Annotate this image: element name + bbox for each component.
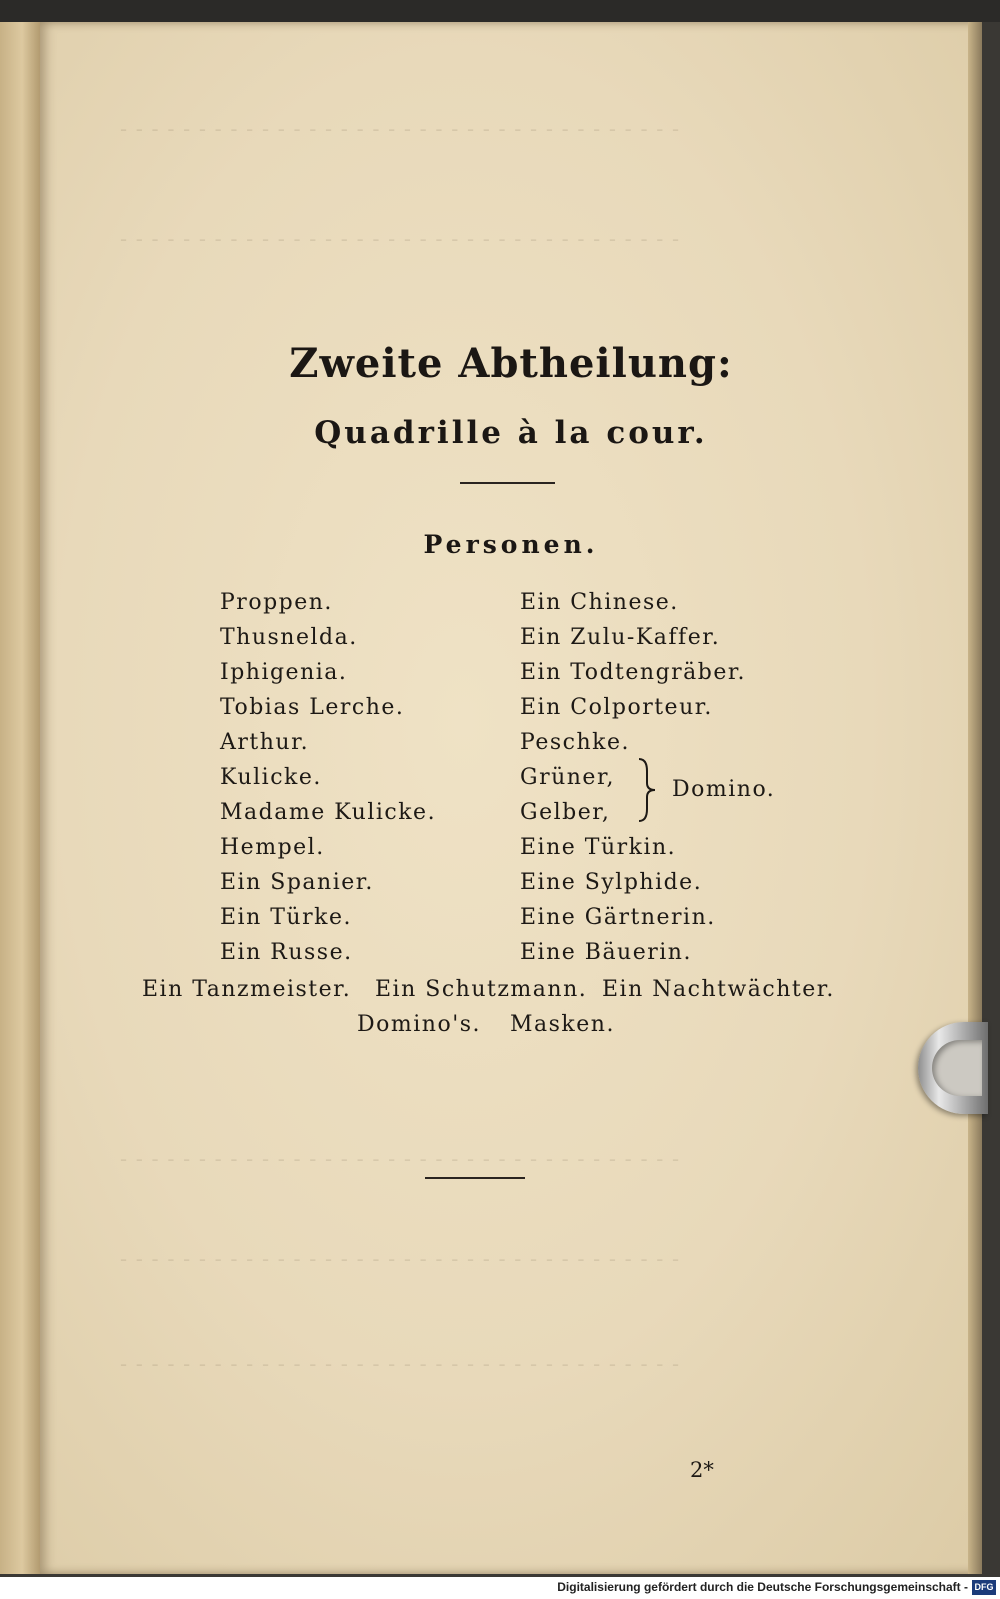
role-item: Grüner, (520, 765, 616, 790)
footer-bar (0, 1577, 1000, 1599)
divider-rule (425, 1177, 525, 1179)
document-page (40, 22, 982, 1574)
role-item: Thusnelda. (220, 625, 358, 650)
footer-credit: Digitalisierung gefördert durch die Deutsche Forschungsgemeinschaft - (557, 1580, 968, 1594)
role-item: Ein Nachtwächter. (602, 977, 835, 1002)
bleed-through-text: - - - - - - - - - - - - - - - - - - - - - - - - - - - - - - - - - - - - (120, 1147, 681, 1171)
role-item: Domino's. (357, 1012, 482, 1037)
bleed-through-text: - - - - - - - - - - - - - - - - - - - - - - - - - - - - - - - - - - - - (120, 1247, 681, 1271)
page-title: Zweite Abtheilung: (289, 340, 733, 387)
role-item: Ein Russe. (220, 940, 353, 965)
role-item: Peschke. (520, 730, 630, 755)
left-page-edge (0, 22, 40, 1574)
role-item: Hempel. (220, 835, 325, 860)
role-item: Proppen. (220, 590, 333, 615)
section-heading: Personen. (423, 530, 599, 559)
role-item: Ein Spanier. (220, 870, 374, 895)
page-subtitle: Quadrille à la cour. (314, 415, 708, 451)
brace-label: Domino. (672, 777, 776, 802)
role-item: Gelber, (520, 800, 611, 825)
role-item: Ein Zulu-Kaffer. (520, 625, 721, 650)
role-item: Masken. (510, 1012, 615, 1037)
role-item: Ein Todtengräber. (520, 660, 746, 685)
bleed-through-text: - - - - - - - - - - - - - - - - - - - - - - - - - - - - - - - - - - - - (120, 1352, 681, 1376)
role-item: Ein Türke. (220, 905, 352, 930)
paper-clip-inner (932, 1040, 982, 1096)
role-item: Eine Gärtnerin. (520, 905, 716, 930)
brace-icon (633, 757, 663, 823)
page-number: 2* (690, 1458, 714, 1482)
divider-rule (460, 482, 555, 484)
role-item: Madame Kulicke. (220, 800, 437, 825)
role-item: Kulicke. (220, 765, 322, 790)
role-item: Tobias Lerche. (220, 695, 405, 720)
bleed-through-text: - - - - - - - - - - - - - - - - - - - - - - - - - - - - - - - - - - - - (120, 227, 681, 251)
role-item: Eine Türkin. (520, 835, 677, 860)
dfg-logo-icon: DFG (972, 1580, 996, 1595)
bleed-through-text: - - - - - - - - - - - - - - - - - - - - - - - - - - - - - - - - - - - - (120, 117, 681, 141)
role-item: Arthur. (220, 730, 310, 755)
role-item: Eine Bäuerin. (520, 940, 692, 965)
role-item: Ein Chinese. (520, 590, 679, 615)
role-item: Ein Tanzmeister. (142, 977, 352, 1002)
role-item: Ein Schutzmann. (375, 977, 588, 1002)
role-item: Iphigenia. (220, 660, 348, 685)
role-item: Ein Colporteur. (520, 695, 713, 720)
role-item: Eine Sylphide. (520, 870, 703, 895)
right-page-edge (968, 22, 982, 1574)
